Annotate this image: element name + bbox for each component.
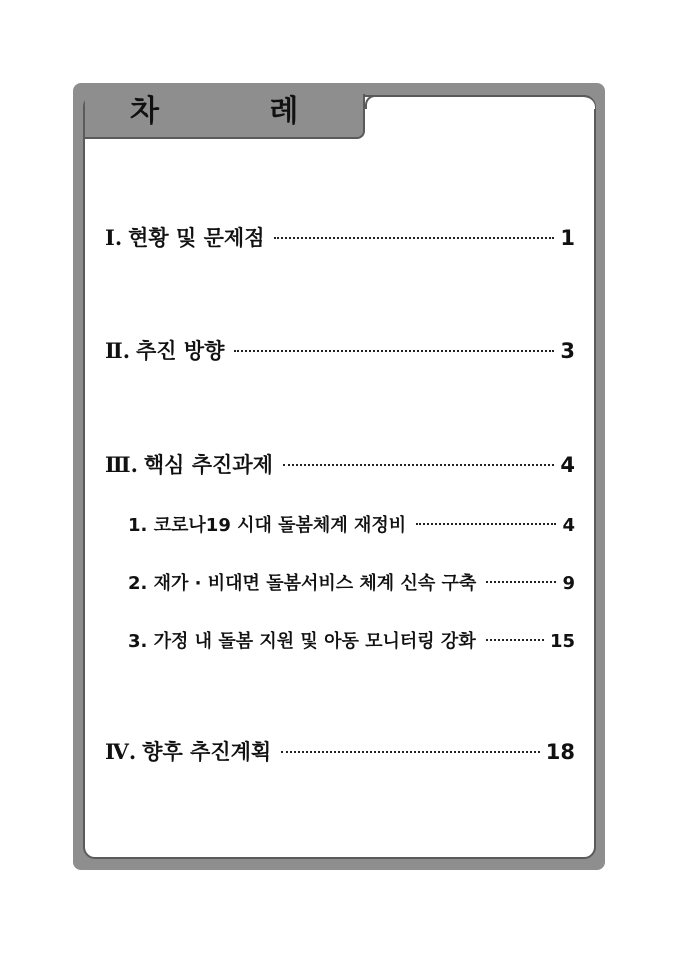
toc-item-page: 3	[560, 339, 575, 363]
leader-dots	[274, 237, 554, 239]
toc-subitem-3[interactable]	[128, 627, 575, 653]
toc-item-label: 향후 추진계획	[142, 740, 272, 764]
toc-subitem-1[interactable]	[128, 511, 575, 537]
leader-dots	[486, 581, 556, 583]
toc-item-label: 1. 코로나19 시대 돌봄체계 재정비	[128, 515, 407, 536]
toc-item-page: 4	[560, 453, 575, 477]
page-title: 차 례	[130, 94, 349, 129]
leader-dots	[234, 350, 554, 352]
leader-dots	[281, 751, 540, 753]
toc-item-2[interactable]	[105, 335, 575, 365]
leader-dots	[283, 464, 554, 466]
toc-subitem-2[interactable]	[128, 569, 575, 595]
toc-item-label: 핵심 추진과제	[143, 453, 273, 477]
toc-item-page: 15	[549, 631, 575, 652]
toc-item-number: Ⅱ.	[105, 338, 131, 363]
toc-item-label: 2. 재가 · 비대면 돌봄서비스 체계 신속 구축	[128, 573, 477, 594]
toc-item-label: 현황 및 문제점	[128, 226, 265, 250]
toc-item-number: Ⅳ.	[105, 739, 137, 764]
toc-item-label: 3. 가정 내 돌봄 지원 및 아동 모니터링 강화	[128, 631, 476, 652]
toc-item-1[interactable]	[105, 222, 575, 252]
leader-dots	[416, 523, 556, 525]
toc-item-number: Ⅲ.	[105, 452, 138, 477]
leader-dots	[486, 639, 544, 641]
panel-top-edge	[365, 95, 595, 109]
toc-item-label: 추진 방향	[136, 339, 225, 363]
toc-item-page: 18	[545, 740, 575, 764]
toc-item-4[interactable]	[105, 736, 575, 766]
toc-item-page: 9	[562, 573, 575, 594]
toc-item-page: 4	[562, 515, 575, 536]
toc-item-page: 1	[560, 226, 575, 250]
toc-item-3[interactable]	[105, 449, 575, 479]
toc-item-number: Ⅰ.	[105, 225, 123, 250]
